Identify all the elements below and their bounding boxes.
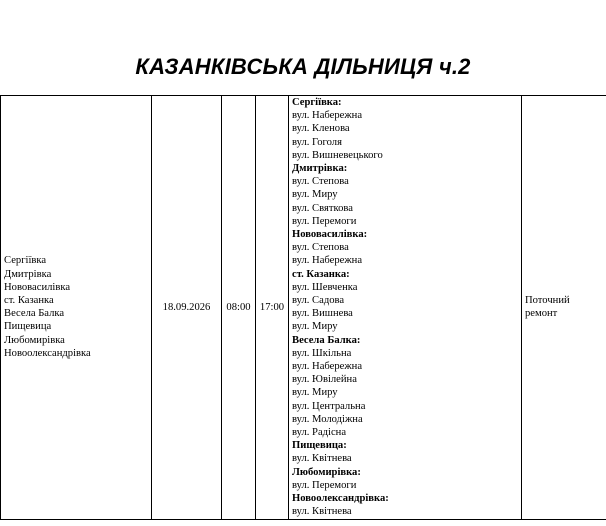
work-type-cell <box>522 96 606 520</box>
street-name: вул. Перемоги <box>292 479 357 491</box>
street-name: вул. Святкова <box>292 202 353 214</box>
street-name: вул. Ювілейна <box>292 374 357 386</box>
settlement-name: ст. Казанка <box>4 295 54 307</box>
street-group-title: ст. Казанка: <box>292 268 350 280</box>
settlement-name: Новоолександрівка <box>4 347 91 359</box>
table-row <box>1 96 606 520</box>
street-group-title: Любомирівка: <box>292 466 361 478</box>
street-name: вул. Набережна <box>292 110 363 122</box>
street-name: вул. Шкільна <box>292 347 352 359</box>
street-name: вул. Набережна <box>292 255 363 267</box>
date-cell: 18.09.2026 <box>152 96 222 520</box>
street-name: вул. Гоголя <box>292 136 342 148</box>
street-name: вул. Садова <box>292 295 345 307</box>
streets-cell <box>289 96 522 520</box>
settlement-name: Весела Балка <box>4 308 65 320</box>
settlement-name: Сергіївка <box>4 255 47 267</box>
street-group-title: Пищевица: <box>292 440 347 452</box>
work-type-line: ремонт <box>525 308 558 320</box>
settlement-name: Дмитрівка <box>4 268 52 280</box>
street-group-title: Нововасилівка: <box>292 229 368 241</box>
work-type-line: Поточний <box>525 295 570 307</box>
street-name: вул. Квітнева <box>292 453 352 465</box>
outage-schedule-table <box>0 95 606 520</box>
street-name: вул. Миру <box>292 321 338 333</box>
street-name: вул. Набережна <box>292 361 363 373</box>
street-name: вул. Миру <box>292 189 338 201</box>
street-name: вул. Степова <box>292 242 349 254</box>
street-group-title: Весела Балка: <box>292 334 361 346</box>
street-group-title: Новоолександрівка: <box>292 493 389 505</box>
page-title: КАЗАНКІВСЬКА ДІЛЬНИЦЯ ч.2 <box>135 54 471 79</box>
street-group-title: Сергіївка: <box>292 97 342 108</box>
time-to-cell: 17:00 <box>256 96 289 520</box>
street-name: вул. Миру <box>292 387 338 399</box>
street-name: вул. Перемоги <box>292 215 357 227</box>
street-name: вул. Степова <box>292 176 349 188</box>
street-name: вул. Радісна <box>292 427 347 439</box>
street-name: вул. Квітнева <box>292 506 352 518</box>
street-name: вул. Молодіжна <box>292 413 363 425</box>
settlement-name: Нововасилівка <box>4 281 71 293</box>
settlement-name: Пищевица <box>4 321 52 333</box>
street-name: вул. Центральна <box>292 400 366 412</box>
settlements-cell <box>1 96 152 520</box>
street-name: вул. Кленова <box>292 123 350 135</box>
settlement-name: Любомирівка <box>4 334 65 346</box>
street-name: вул. Вишнева <box>292 308 353 320</box>
street-name: вул. Шевченка <box>292 281 358 293</box>
street-group-title: Дмитрівка: <box>292 163 348 175</box>
street-name: вул. Вишневецького <box>292 149 383 161</box>
time-from-cell: 08:00 <box>222 96 256 520</box>
